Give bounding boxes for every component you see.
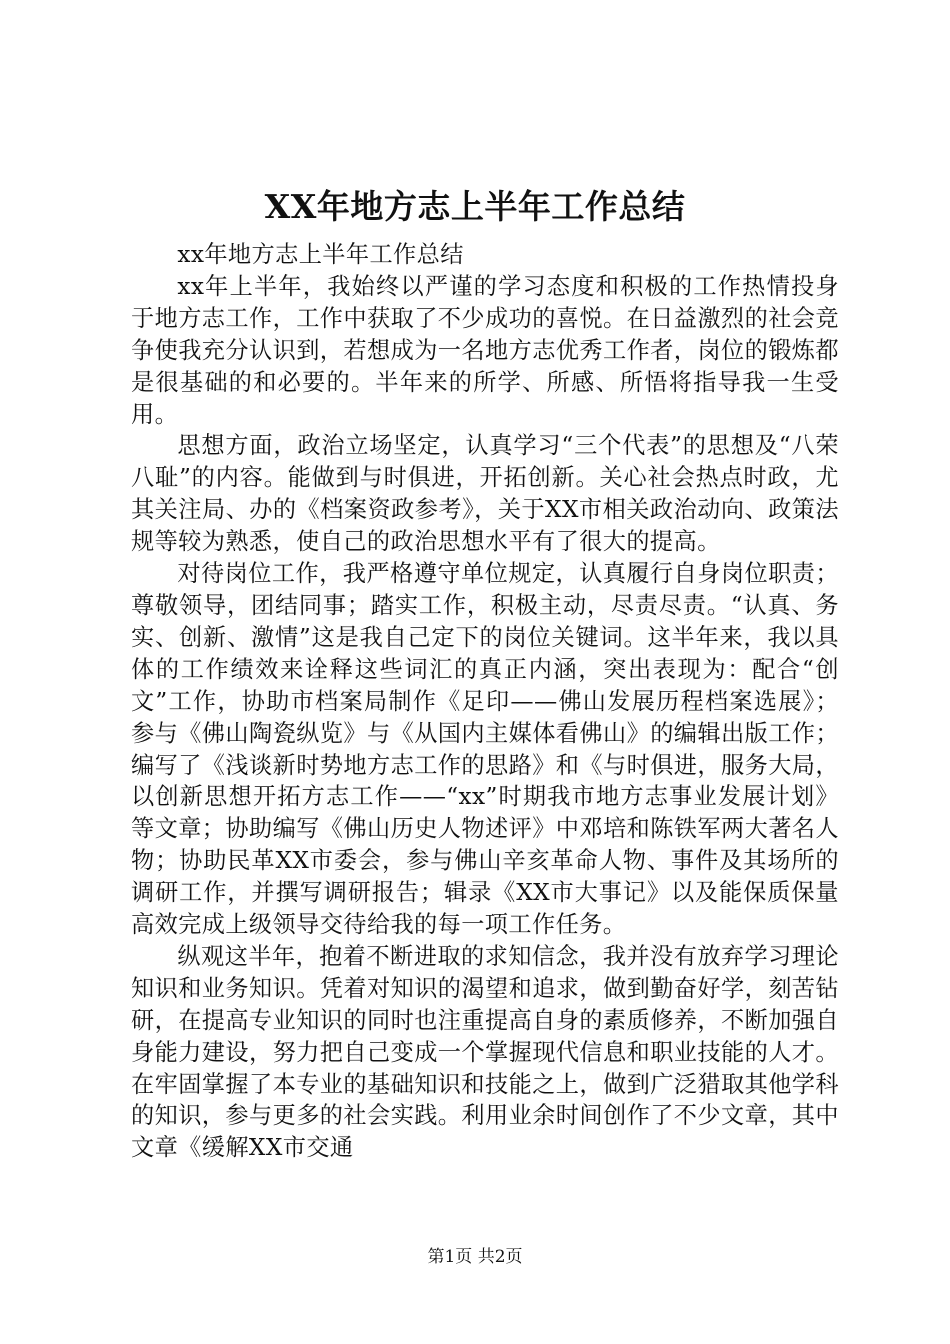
intro-paragraph: xx年上半年，我始终以严谨的学习态度和积极的工作热情投身于地方志工作，工作中获取了不少成功的喜悦。在日益激烈的社会竞争使我充分认识到，若想成为一名地方志优秀工作者，岗位的锻炼都是很基础的和必要的。半年来的所学、所感、所悟将指导我一生受用。 bbox=[131, 272, 839, 428]
document-body bbox=[131, 239, 839, 1164]
document-title: XX年地方志上半年工作总结 bbox=[264, 187, 686, 226]
page-footer: 第1页 共2页 bbox=[427, 1247, 523, 1267]
ideology-paragraph: 思想方面，政治立场坚定，认真学习“三个代表”的思想及“八荣八耻”的内容。能做到与时俱进，开拓创新。关心社会热点时政，尤其关注局、办的《档案资政参考》，关于XX市相关政治动向、政策法规等较为熟悉，使自己的政治思想水平有了很大的提高。 bbox=[131, 432, 839, 556]
subtitle-paragraph: xx年地方志上半年工作总结 bbox=[177, 241, 464, 268]
work-paragraph: 对待岗位工作，我严格遵守单位规定，认真履行自身岗位职责；尊敬领导，团结同事；踏实工作，积极主动，尽责尽责。“认真、务实、创新、激情”这是我自己定下的岗位关键词。这半年来，我以具体的工作绩效来诠释这些词汇的真正内涵，突出表现为：配合“创文”工作，协助市档案局制作《足印——佛山发展历程档案选展》；参与《佛山陶瓷纵览》与《从国内主媒体看佛山》的编辑出版工作；编写了《浅谈新时势地方志工作的思路》和《与时俱进，服务大局，以创新思想开拓方志工作——“xx”时期我市地方志事业发展计划》等文章；协助编写《佛山历史人物述评》中邓培和陈铁军两大著名人物；协助民革XX市委会，参与佛山辛亥革命人物、事件及其场所的调研工作，并撰写调研报告；辑录《XX市大事记》以及能保质保量高效完成上级领导交待给我的每一项工作任务。 bbox=[131, 560, 839, 939]
study-paragraph: 纵观这半年，抱着不断进取的求知信念，我并没有放弃学习理论知识和业务知识。凭着对知识的渴望和追求，做到勤奋好学，刻苦钻研，在提高专业知识的同时也注重提高自身的素质修养，不断加强自身能力建设，努力把自己变成一个掌握现代信息和职业技能的人才。在牢固掌握了本专业的基础知识和技能之上，做到广泛猎取其他学科的知识，参与更多的社会实践。利用业余时间创作了不少文章，其中文章《缓解XX市交通 bbox=[131, 942, 839, 1162]
